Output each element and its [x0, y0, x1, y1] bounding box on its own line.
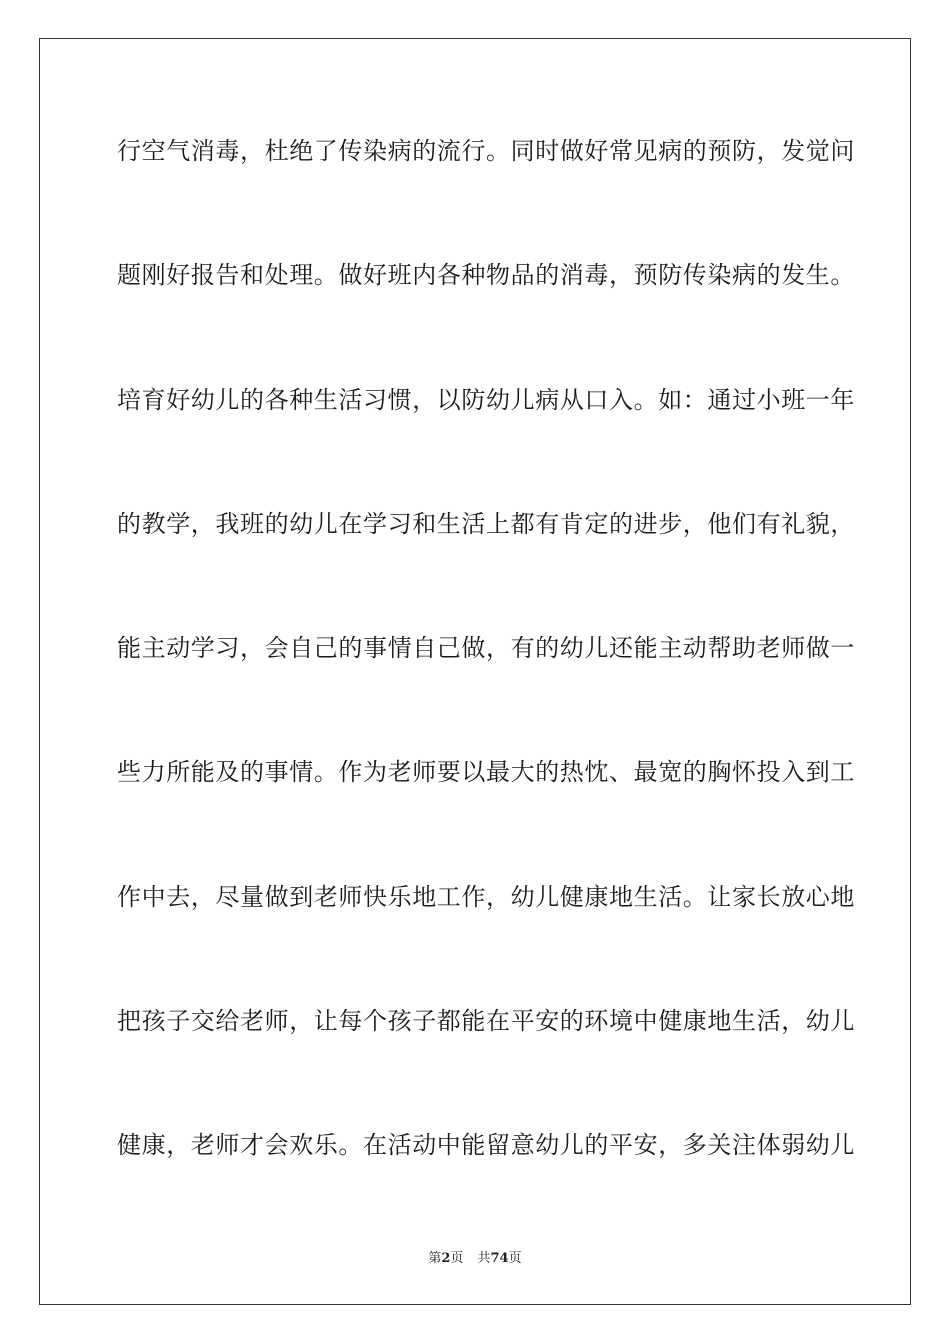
- text-line: 健康，老师才会欢乐。在活动中能留意幼儿的平安，多关注体弱幼儿: [117, 1131, 855, 1160]
- total-suffix: 页: [508, 1251, 522, 1266]
- total-pages: 74: [490, 1251, 509, 1266]
- text-line: 能主动学习，会自己的事情自己做，有的幼儿还能主动帮助老师做一: [117, 634, 855, 663]
- page-prefix: 第: [428, 1251, 442, 1266]
- text-line: 培育好幼儿的各种生活习惯，以防幼儿病从口入。如：通过小班一年: [117, 385, 855, 414]
- page-number: 2: [441, 1251, 451, 1266]
- body-text: [117, 127, 855, 1246]
- page-number-indicator: [428, 1251, 463, 1266]
- text-line: 些力所能及的事情。作为老师要以最大的热忱、最宽的胸怀投入到工: [117, 758, 855, 787]
- text-line: 的教学，我班的幼儿在学习和生活上都有肯定的进步，他们有礼貌，: [117, 509, 855, 538]
- text-line: 把孩子交给老师，让每个孩子都能在平安的环境中健康地生活，幼儿: [117, 1007, 855, 1036]
- text-line: 行空气消毒，杜绝了传染病的流行。同时做好常见病的预防，发觉问: [117, 137, 855, 165]
- text-line: 题刚好报告和处理。做好班内各种物品的消毒，预防传染病的发生。: [117, 261, 855, 290]
- text-line: 作中去，尽量做到老师快乐地工作，幼儿健康地生活。让家长放心地: [117, 882, 855, 911]
- total-prefix: 共: [477, 1251, 491, 1266]
- total-pages-indicator: [477, 1251, 521, 1266]
- page-suffix: 页: [450, 1251, 464, 1266]
- page-footer: [0, 1247, 950, 1266]
